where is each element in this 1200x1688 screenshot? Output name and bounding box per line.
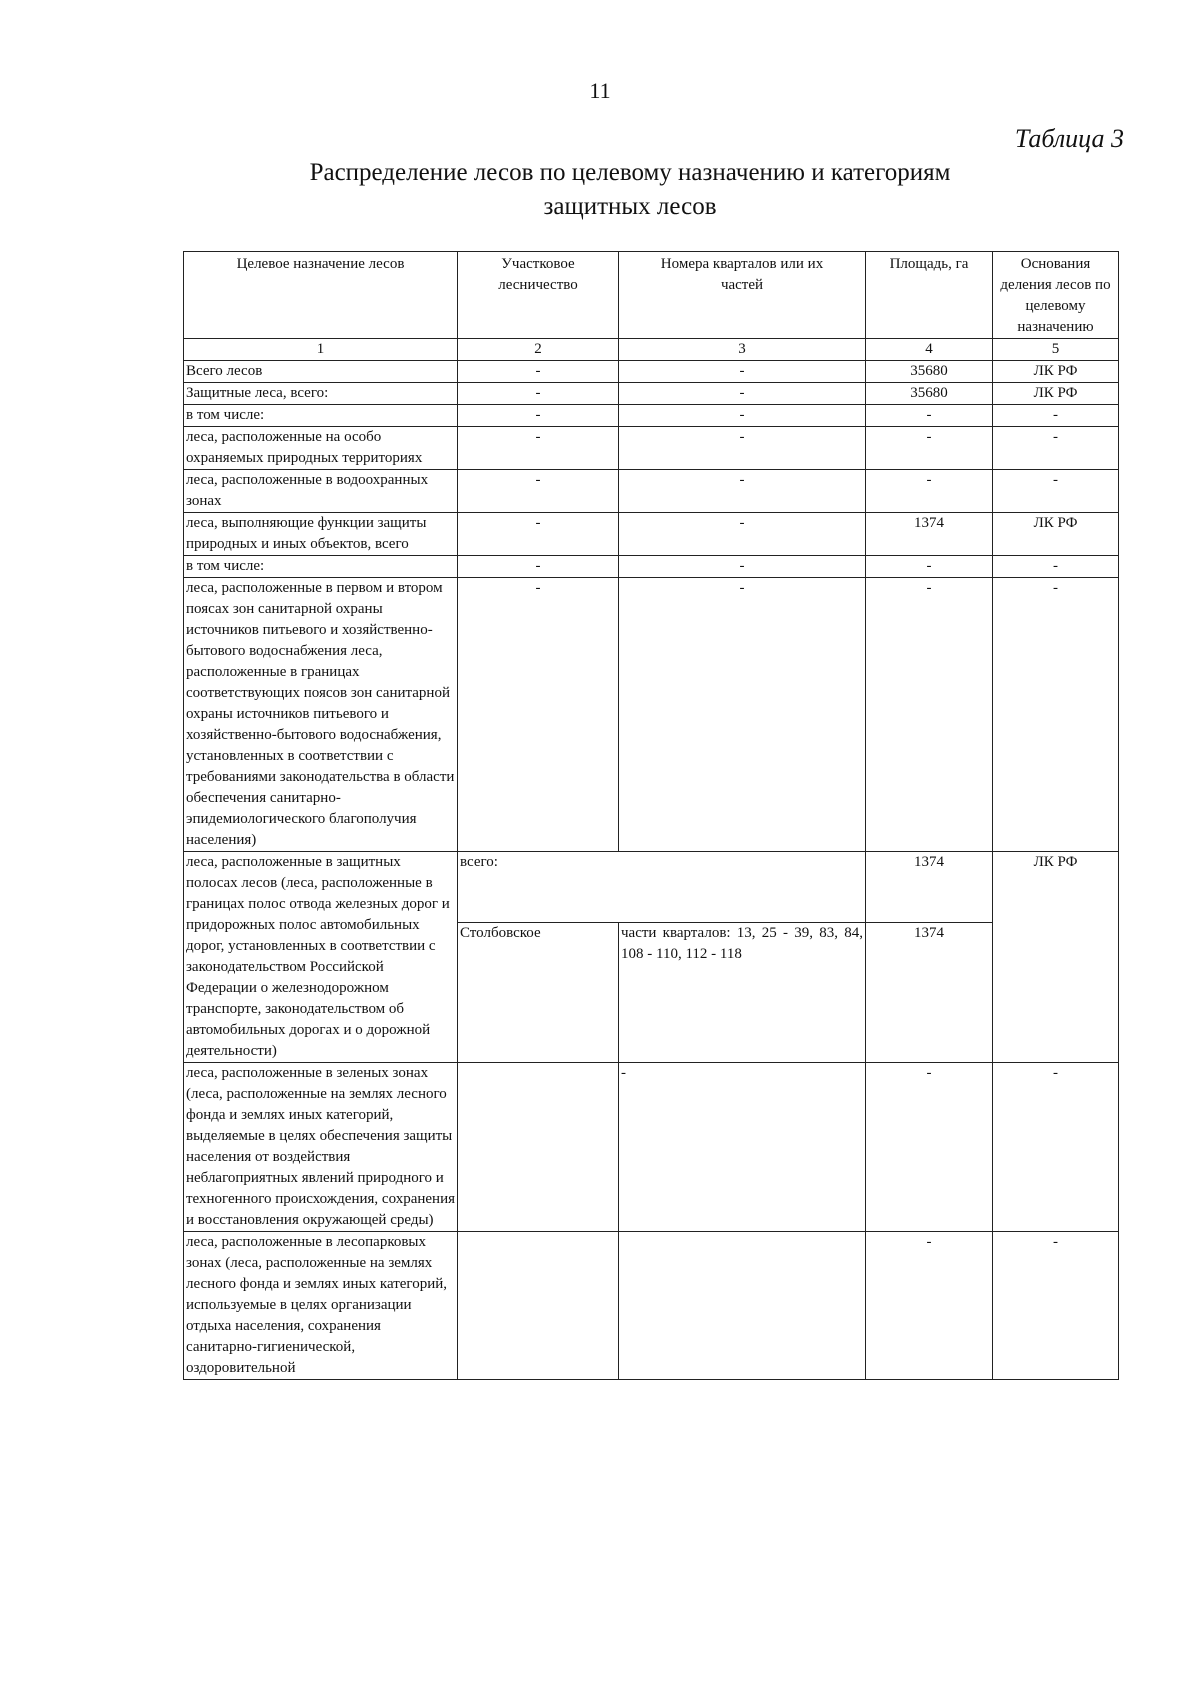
table-title-line-2: защитных лесов	[543, 193, 717, 220]
purpose-cell: в том числе:	[184, 556, 458, 578]
table-title-line-1: Распределение лесов по целевому назначению и категориям	[309, 159, 951, 186]
area-cell: -	[866, 427, 993, 470]
basis-cell: ЛК РФ	[993, 361, 1119, 383]
district-cell: -	[458, 556, 619, 578]
purpose-cell: леса, расположенные в водоохранных зонах	[184, 470, 458, 513]
purpose-cell: Защитные леса, всего:	[184, 383, 458, 405]
basis-cell: -	[993, 1232, 1119, 1380]
purpose-cell: леса, расположенные в лесопарковых зонах (леса, расположенные на землях лесного фонда и землях иных категорий, используемые в целях организации отдыха населения, сохранения санитарно-гигиенической, оздоровительной	[184, 1232, 458, 1380]
area-cell: 1374	[866, 852, 993, 923]
area-cell: -	[866, 1232, 993, 1380]
area-cell: -	[866, 1063, 993, 1232]
purpose-cell: леса, расположенные на особо охраняемых природных территориях	[184, 427, 458, 470]
forest-distribution-table	[183, 251, 1119, 1380]
basis-cell: -	[993, 405, 1119, 427]
area-cell: -	[866, 556, 993, 578]
basis-cell: ЛК РФ	[993, 383, 1119, 405]
quarters-cell	[619, 1232, 866, 1380]
district-cell: -	[458, 470, 619, 513]
page-number: 11	[589, 78, 611, 103]
quarters-cell: -	[619, 1063, 866, 1232]
purpose-cell: леса, расположенные в зеленых зонах (леса, расположенные на землях лесного фонда и землях иных категорий, выделяемые в целях обеспечения защиты населения от воздействия неблагоприятных явлений природного и техногенного происхождения, сохранения и восстановления окружающей среды)	[184, 1063, 458, 1232]
header-district: Участковое лесничество	[458, 252, 619, 339]
purpose-cell: в том числе:	[184, 405, 458, 427]
table-title	[200, 156, 1060, 224]
area-cell: -	[866, 470, 993, 513]
quarters-cell: -	[619, 383, 866, 405]
area-cell: -	[866, 405, 993, 427]
quarters-cell: -	[619, 405, 866, 427]
table-row	[184, 852, 1119, 923]
basis-cell: -	[993, 470, 1119, 513]
area-cell: 35680	[866, 361, 993, 383]
district-cell: -	[458, 383, 619, 405]
column-number: 1	[184, 339, 458, 361]
quarters-cell: -	[619, 427, 866, 470]
area-cell: 1374	[866, 923, 993, 1063]
basis-cell: -	[993, 1063, 1119, 1232]
column-number: 3	[619, 339, 866, 361]
table-row	[184, 405, 1119, 427]
basis-cell: ЛК РФ	[993, 852, 1119, 1063]
header-area: Площадь, га	[866, 252, 993, 339]
column-numbers-row	[184, 339, 1119, 361]
table-row	[184, 470, 1119, 513]
header-basis: Основания деления лесов по целевому назначению	[993, 252, 1119, 339]
header-purpose: Целевое назначение лесов	[184, 252, 458, 339]
table-row	[184, 513, 1119, 556]
column-number: 4	[866, 339, 993, 361]
district-cell: Столбовское	[458, 923, 619, 1063]
area-cell: 35680	[866, 383, 993, 405]
purpose-cell: леса, расположенные в первом и втором поясах зон санитарной охраны источников питьевого и хозяйственно-бытового водоснабжения леса, расположенные в границах соответствующих поясов зон санитарной охраны источников питьевого и хозяйственно-бытового водоснабжения, установленных в соответствии с требованиями законодательства в области обеспечения санитарно-эпидемиологического благополучия населения)	[184, 578, 458, 852]
table-row	[184, 578, 1119, 852]
quarters-cell: -	[619, 470, 866, 513]
quarters-cell: -	[619, 578, 866, 852]
column-number: 2	[458, 339, 619, 361]
district-cell: -	[458, 578, 619, 852]
table-row	[184, 427, 1119, 470]
district-cell: -	[458, 513, 619, 556]
purpose-cell: Всего лесов	[184, 361, 458, 383]
column-number: 5	[993, 339, 1119, 361]
table-label: Таблица 3	[1014, 124, 1124, 153]
basis-cell: -	[993, 556, 1119, 578]
quarters-cell: -	[619, 513, 866, 556]
district-cell	[458, 1232, 619, 1380]
table-row	[184, 361, 1119, 383]
quarters-cell: -	[619, 361, 866, 383]
header-quarters: Номера кварталов или их частей	[619, 252, 866, 339]
table-row	[184, 556, 1119, 578]
quarters-cell: части кварталов: 13, 25 - 39, 83, 84, 108 - 110, 112 - 118	[619, 923, 866, 1063]
area-cell: -	[866, 578, 993, 852]
basis-cell: -	[993, 427, 1119, 470]
table-row	[184, 383, 1119, 405]
table-row	[184, 1063, 1119, 1232]
purpose-cell: леса, выполняющие функции защиты природных и иных объектов, всего	[184, 513, 458, 556]
header-row	[184, 252, 1119, 339]
quarters-cell: -	[619, 556, 866, 578]
district-cell	[458, 1063, 619, 1232]
basis-cell: -	[993, 578, 1119, 852]
district-cell: -	[458, 427, 619, 470]
district-cell: -	[458, 361, 619, 383]
district-cell: -	[458, 405, 619, 427]
purpose-cell: леса, расположенные в защитных полосах лесов (леса, расположенные в границах полос отвода железных дорог и придорожных полос автомобильных дорог, установленных в соответствии с законодательством Российской Федерации о железнодорожном транспорте, законодательством об автомобильных дорогах и о дорожной деятельности)	[184, 852, 458, 1063]
area-cell: 1374	[866, 513, 993, 556]
table-row	[184, 1232, 1119, 1380]
total-label-cell: всего:	[458, 852, 866, 923]
basis-cell: ЛК РФ	[993, 513, 1119, 556]
